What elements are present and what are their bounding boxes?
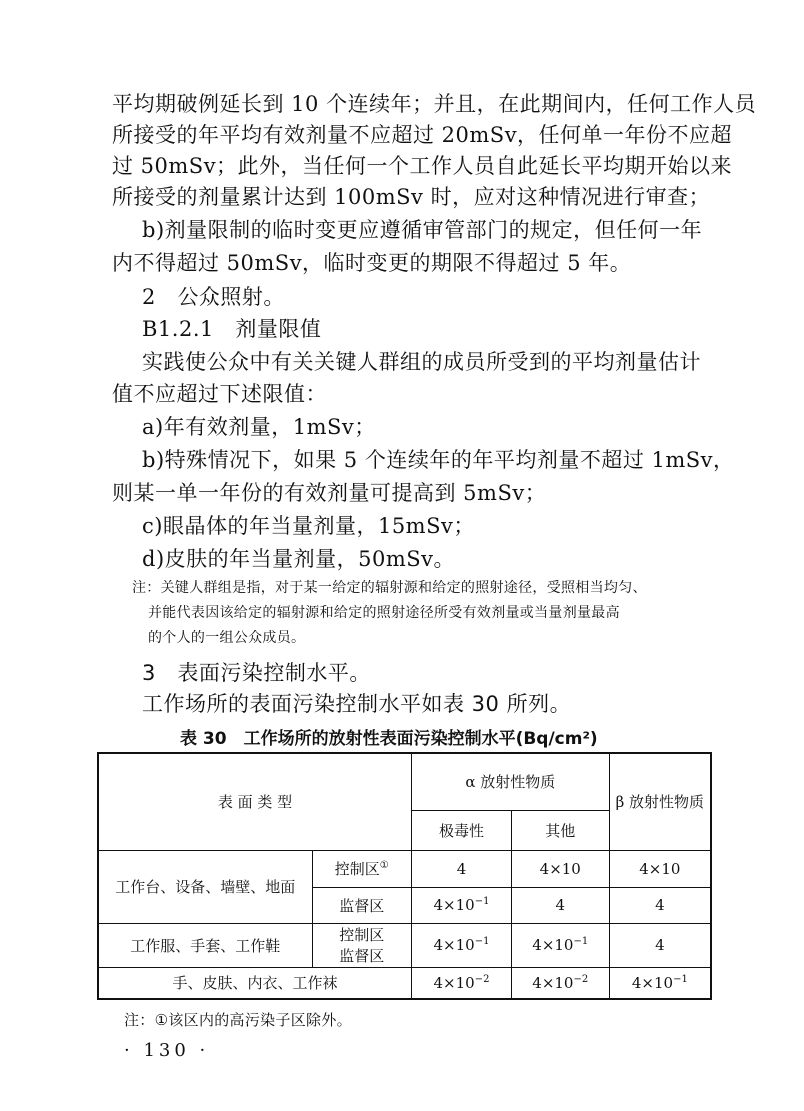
paragraph-line: 平均期破例延长到 10 个连续年；并且，在此期间内，任何工作人员 <box>112 92 757 116</box>
header-alpha-toxic: 极毒性 <box>412 810 512 850</box>
header-alpha: α 放射性物质 <box>412 753 610 810</box>
value-cell: 4×10 <box>511 850 609 887</box>
list-item-d: d)皮肤的年当量剂量，50mSv。 <box>142 547 456 571</box>
header-alpha-other: 其他 <box>511 810 609 850</box>
value-cell: 4 <box>511 887 609 923</box>
paragraph-line: 内不得超过 50mSv，临时变更的期限不得超过 5 年。 <box>112 251 632 275</box>
row-category: 工作台、设备、墙壁、地面 <box>98 850 312 923</box>
surface-contamination-table <box>97 752 712 1000</box>
zone-cell: 监督区 <box>312 887 412 923</box>
value-cell: $4\times 10^{-1}$ <box>609 967 711 999</box>
table-row <box>98 967 711 999</box>
value-cell: $4\times 10^{-1}$ <box>511 923 609 967</box>
zone-cell: 控制区 监督区 <box>312 923 412 967</box>
subsection-heading: B1.2.1 剂量限值 <box>142 317 322 341</box>
table-footnote: 注：①该区内的高污染子区除外。 <box>124 1011 352 1029</box>
paragraph-line: 实践使公众中有关关键人群组的成员所受到的平均剂量估计 <box>142 350 701 374</box>
page-number: · 130 · <box>124 1040 210 1061</box>
paragraph-line: 所接受的年平均有效剂量不应超过 20mSv，任何单一年份不应超 <box>112 123 733 147</box>
footnote-mark: ① <box>379 860 389 871</box>
value-cell: $4\times 10^{-2}$ <box>511 967 609 999</box>
list-item-c: c)眼晶体的年当量剂量，15mSv； <box>142 514 475 538</box>
header-beta: β 放射性物质 <box>609 753 711 850</box>
list-item-b: b)特殊情况下，如果 5 个连续年的年平均剂量不超过 1mSv， <box>142 448 735 472</box>
section-heading-surface: 3 表面污染控制水平。 <box>142 661 371 685</box>
paragraph-line: 值不应超过下述限值： <box>112 382 327 406</box>
table-row <box>98 923 711 967</box>
paragraph-line: b)剂量限制的临时变更应遵循审管部门的规定，但任何一年 <box>142 218 703 242</box>
table-row <box>98 850 711 887</box>
list-item-a: a)年有效剂量，1mSv； <box>142 415 376 439</box>
zone-cell: 控制区① <box>312 850 412 887</box>
note-line: 注：关键人群组是指，对于某一给定的辐射源和给定的照射途径，受照相当均匀、 <box>132 580 647 596</box>
paragraph-line: 过 50mSv；此外，当任何一个工作人员自此延长平均期开始以来 <box>112 154 733 178</box>
list-item-b-cont: 则某一单一年份的有效剂量可提高到 5mSv； <box>112 481 547 505</box>
row-category: 工作服、手套、工作鞋 <box>98 923 312 967</box>
row-category: 手、皮肤、内衣、工作袜 <box>98 967 412 999</box>
value-cell: 4 <box>609 887 711 923</box>
value-cell: 4 <box>609 923 711 967</box>
paragraph-line: 所接受的剂量累计达到 100mSv 时，应对这种情况进行审查； <box>112 185 711 209</box>
value-cell: $4\times 10^{-1}$ <box>412 923 512 967</box>
surface-intro: 工作场所的表面污染控制水平如表 30 所列。 <box>142 692 572 716</box>
value-cell: 4×10 <box>609 850 711 887</box>
section-heading-public: 2 公众照射。 <box>142 285 285 309</box>
value-cell: 4 <box>412 850 512 887</box>
value-cell: $4\times 10^{-2}$ <box>412 967 512 999</box>
header-surface-type: 表 面 类 型 <box>98 753 412 850</box>
table-caption: 表 30 工作场所的放射性表面污染控制水平(Bq/cm²) <box>180 729 598 749</box>
note-line: 并能代表因该给定的辐射源和给定的照射途径所受有效剂量或当量剂量最高 <box>148 605 620 621</box>
note-line: 的个人的一组公众成员。 <box>148 630 306 646</box>
value-cell: $4\times 10^{-1}$ <box>412 887 512 923</box>
